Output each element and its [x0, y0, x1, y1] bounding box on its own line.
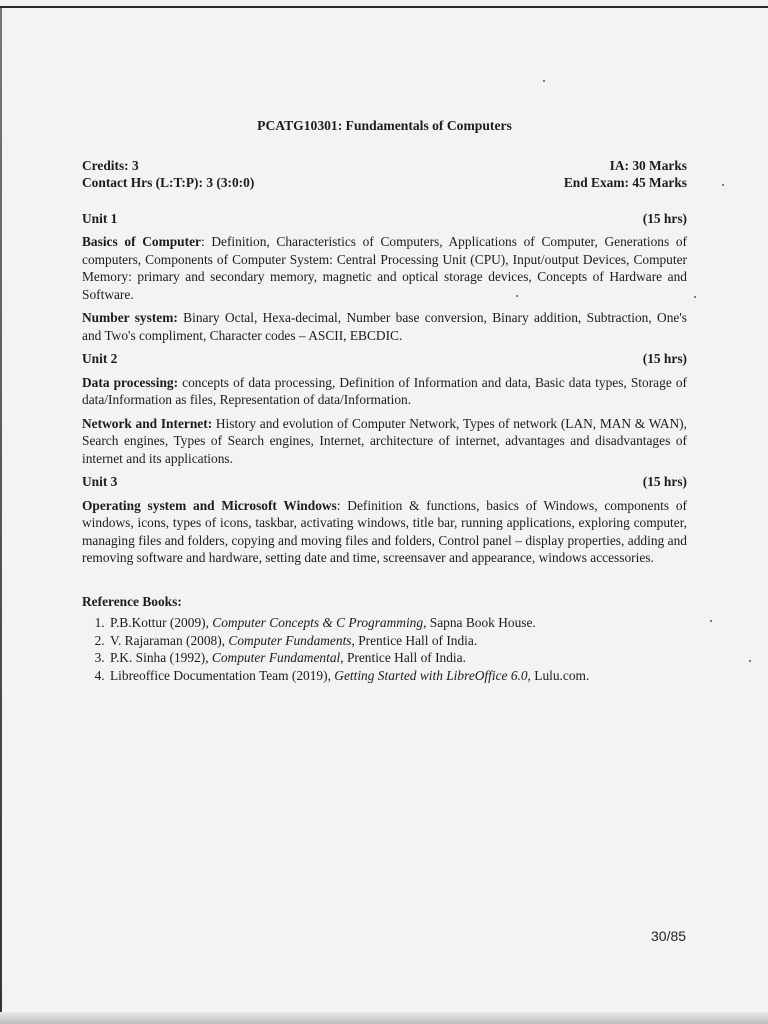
scan-speck [710, 620, 712, 622]
reference-book-title: Computer Concepts & C Programming [212, 615, 424, 630]
references-list [82, 614, 687, 684]
page-edge-left [0, 8, 2, 1018]
topic-paragraph [82, 374, 687, 409]
reference-publisher: , Prentice Hall of India. [351, 632, 478, 648]
reference-author: P.K. Sinha (1992), [110, 650, 212, 665]
unit-name: Unit 1 [82, 210, 118, 226]
end-exam-marks: End Exam: 45 Marks [563, 175, 687, 190]
reference-book-title: Computer Fundamental [211, 650, 341, 665]
meta-row-2 [82, 174, 687, 192]
reference-item [108, 667, 687, 685]
topic-text: concepts of data processing, Definition of Information and data, Basic data types, Storage of data/Information as files, Representation of data/Information. [82, 374, 687, 407]
topic-paragraph [82, 415, 687, 468]
document-title: PCATG10301: Fundamentals of Computers [257, 118, 512, 133]
topic-heading: Operating system and Microsoft Windows [82, 497, 337, 513]
page-number: 30/85 [651, 928, 687, 944]
unit-name: Unit 2 [82, 351, 118, 366]
unit-heading [82, 210, 687, 228]
page-edge-bottom [0, 1012, 768, 1024]
reference-book-title: Getting Started with LibreOffice 6.0, [334, 667, 531, 683]
reference-publisher: Lulu.com. [530, 667, 590, 683]
reference-publisher: , Prentice Hall of India. [340, 650, 466, 665]
topic-heading: Number system: [82, 310, 178, 325]
topic-text: : Definition, Characteristics of Computers, Applications of Computer, Generations of computers, Components of Computer System: Central Processing Unit (CPU), Input/output Devices, Computer Memory: primary and secondary memory, magnetic and optical storage devices, Concepts of Hardware and Software. [82, 234, 687, 302]
unit-hours: (15 hrs) [642, 210, 687, 226]
topic-paragraph [82, 309, 687, 344]
topic-heading: Network and Internet: [82, 415, 213, 431]
reference-author: P.B.Kottur (2009), [110, 615, 213, 630]
unit-heading [82, 350, 687, 368]
reference-book-title: Computer Fundaments [228, 632, 352, 648]
topic-text: History and evolution of Computer Network, Types of network (LAN, MAN & WAN), Search engines, Types of Search engines, Internet, architecture of internet, advantages and disadvantages of internet and its applications. [82, 415, 687, 466]
document-body [82, 117, 687, 684]
unit-hours: (15 hrs) [642, 351, 687, 366]
course-meta [82, 157, 687, 192]
credits: Credits: 3 [82, 157, 139, 173]
reference-publisher: , Sapna Book House. [423, 615, 536, 630]
contact-hours: Contact Hrs (L:T:P): 3 (3:0:0) [82, 175, 255, 190]
topic-paragraph [82, 497, 687, 567]
meta-row-1 [82, 157, 687, 175]
topic-heading: Data processing: [82, 374, 179, 390]
unit-hours: (15 hrs) [642, 474, 687, 489]
reference-item [108, 649, 687, 667]
scan-speck [543, 80, 545, 82]
unit-name: Unit 3 [82, 474, 118, 489]
reference-author: V. Rajaraman (2008), [110, 632, 229, 648]
topic-text: Binary Octal, Hexa-decimal, Number base conversion, Binary addition, Subtraction, One's and Two's compliment, Character codes – ASCII, EBCDIC. [82, 310, 687, 343]
reference-author: Libreoffice Documentation Team (2019), [110, 667, 335, 683]
reference-item [108, 614, 687, 632]
reference-item [108, 632, 687, 650]
scan-speck [722, 184, 724, 186]
unit-heading [82, 473, 687, 491]
topic-paragraph [82, 233, 687, 303]
ia-marks: IA: 30 Marks [609, 157, 687, 173]
scan-speck [749, 660, 751, 662]
scan-speck [694, 296, 696, 298]
references-title: Reference Books: [82, 593, 182, 609]
page-edge-top [0, 6, 768, 8]
topic-text: : Definition & functions, basics of Windows, components of windows, icons, types of icons, taskbar, activating windows, title bar, running applications, exploring computer, managing files and folders, copying and moving files and folders, Control panel – display properties, adding and removing software and hardware, setting date and time, screensaver and appearance, windows accessories. [82, 497, 688, 565]
topic-heading: Basics of Computer [82, 234, 201, 249]
